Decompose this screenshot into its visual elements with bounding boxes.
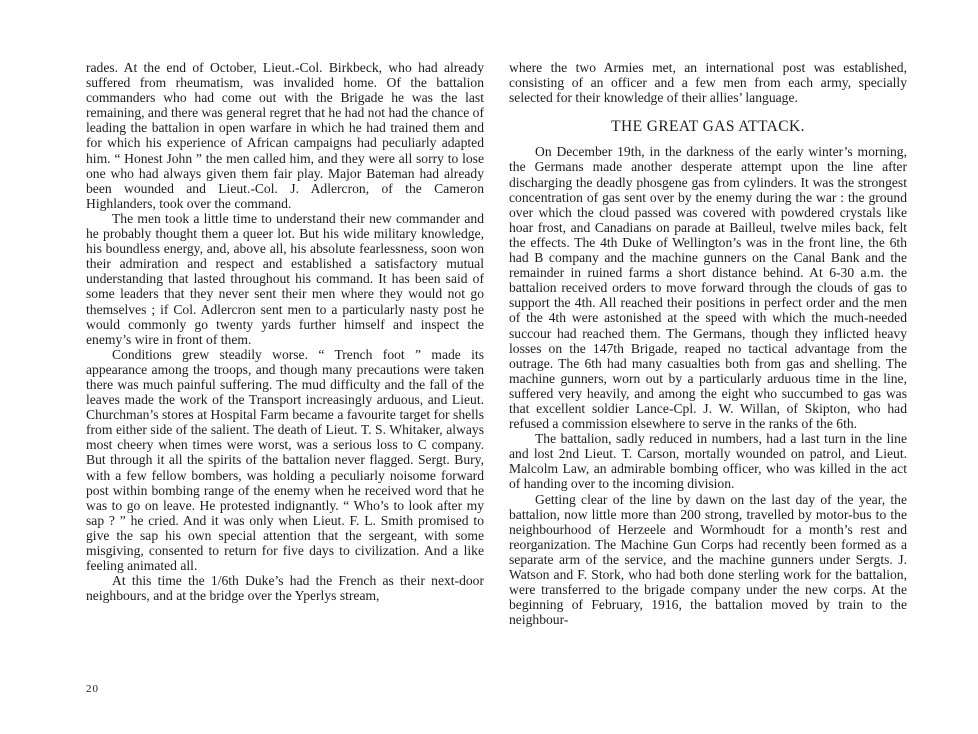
left-paragraph-3: Conditions grew steadily worse. “ Trench foot ” made its appearance among the troops, and though many precautions were taken there was much painful suffering. The mud difficulty and the fall of the leaves made the work of the Transport increasingly arduous, and Lieut. Churchman’s stores at Hospital Farm became a favourite target for shells from either side of the salient. The death of Lieut. T. S. Whitaker, always most cheery when times were worst, was a serious loss to C company. But through it all the spirits of the battalion never flagged. Sergt. Bury, with a few fellow bombers, was holding a peculiarly noisome forward post within bombing range of the enemy when he received word that he was to go on leave. He protested indignantly. “ Who’s to look after my sap ? ” he cried. And it was only when Lieut. F. L. Smith promised to give the sap his own special attention that the sergeant, with some misgiving, consented to return for five days to civilization. And a like feeling animated all. bbox=[86, 346, 484, 574]
left-column bbox=[86, 60, 484, 603]
page-number: 20 bbox=[86, 683, 99, 695]
left-paragraph-4: At this time the 1/6th Duke’s had the French as their next-door neighbours, and at the bridge over the Yperlys stream, bbox=[86, 573, 484, 604]
right-paragraph-2: The battalion, sadly reduced in numbers, had a last turn in the line and lost 2nd Lieut. T. Carson, mortally wounded on patrol, and Lieut. Malcolm Law, an admirable bombing officer, who was killed in the act of handing over to the incoming division. bbox=[509, 431, 907, 492]
left-paragraph-1: rades. At the end of October, Lieut.-Col. Birkbeck, who had already suffered from rheumatism, was invalided home. Of the battalion commanders who had come out with the Brigade he was the last remaining, and there was general regret that he had not had the chance of leading the battalion in open warfare in which he had trained them and for which his experience of African campaigns had peculiarly adapted him. “ Honest John ” the men called him, and they were all sorry to lose one who had always given them fair play. Major Bateman had already been wounded and Lieut.-Col. J. Adlercron, of the Cameron Highlanders, took over the command. bbox=[86, 60, 484, 211]
right-paragraph-3: Getting clear of the line by dawn on the last day of the year, the battalion, now little more than 200 strong, travelled by motor-bus to the neighbourhood of Herzeele and Wormhoudt for a month’s rest and reorganization. The Machine Gun Corps had recently been formed as a separate arm of the service, and the machine gunners under Sergts. J. Watson and F. Stork, who had both done sterling work for the battalion, were transferred to the brigade company under the new corps. At the beginning of February, 1916, the battalion moved by train to the neighbour- bbox=[509, 491, 907, 628]
section-heading: THE GREAT GAS ATTACK. bbox=[611, 118, 805, 136]
right-paragraph-1: On December 19th, in the darkness of the early winter’s morning, the Germans made another desperate attempt upon the line after discharging the deadly phosgene gas from cylinders. It was the strongest concentration of gas sent over by the enemy during the war : the ground over which the cloud passed was covered with powdered crystals like hoar frost, and Canadians on parade at Bailleul, twelve miles back, felt the effects. The 4th Duke of Wellington’s was in the front line, the 6th had B company and the machine gunners on the Canal Bank and the remainder in ruined farms a short distance behind. At 6-30 a.m. the battalion received orders to move forward through the clouds of gas to support the 4th. All reached their positions in perfect order and the men of the 4th were astonished at the speed with which the much-needed succour had reached them. The Germans, though they inflicted heavy losses on the 147th Brigade, reaped no tactical advantage from the outrage. The 6th had many casualties both from gas and shelling. The machine gunners, worn out by a particularly arduous time in the line, suffered very heavily, and among the eight who succumbed to gas was that excellent soldier Lance-Cpl. J. W. Willan, of Skipton, who had refused a commission elsewhere to serve in the ranks of the 6th. bbox=[509, 144, 907, 432]
right-intro-paragraph: where the two Armies met, an international post was established, consisting of an officer and a few men from each army, specially selected for their knowledge of their allies’ language. bbox=[509, 60, 907, 106]
right-column bbox=[509, 60, 907, 627]
left-paragraph-2: The men took a little time to understand their new commander and he probably thought them a queer lot. But his wide military knowledge, his boundless energy, and, above all, his absolute fearlessness, soon won their admiration and respect and established a satisfactory mutual understanding that lasted throughout his command. It has been said of some leaders that they never sent their men where they would not go themselves ; if Col. Adlercron sent men to a particularly nasty post he would commonly go twenty yards further himself and inspect the enemy’s wire in front of them. bbox=[86, 210, 484, 347]
